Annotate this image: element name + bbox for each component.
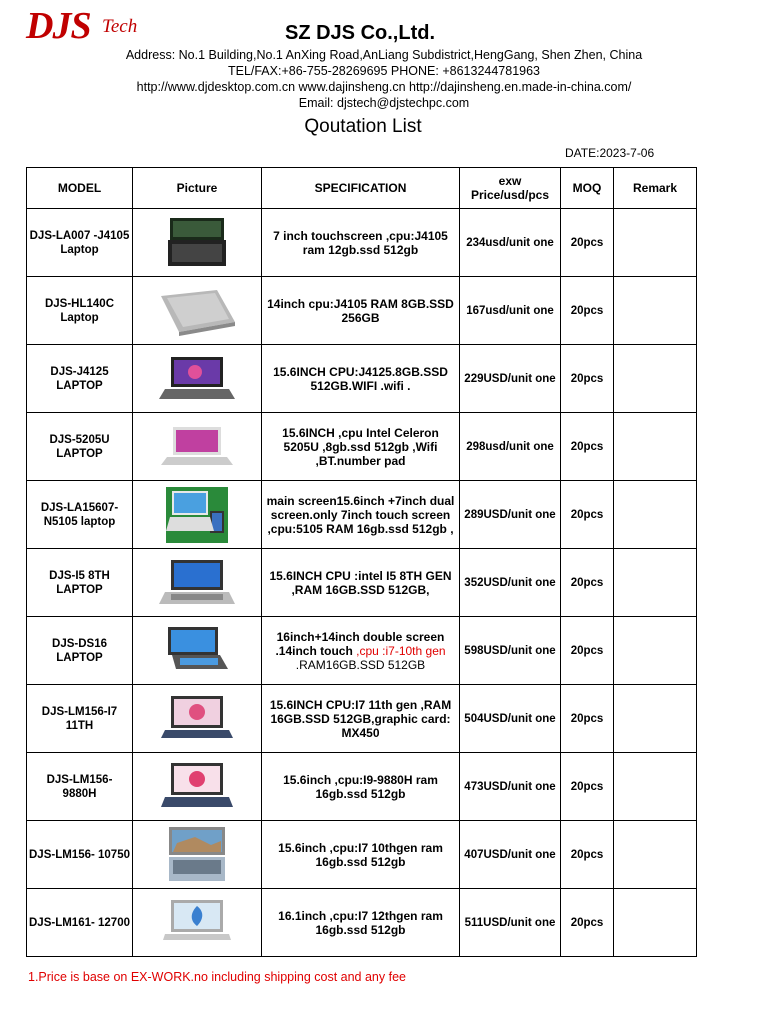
table-row [27, 549, 697, 617]
quotation-table [26, 167, 697, 957]
spec-cell: 7 inch touchscreen ,cpu:J4105 ram 12gb.ssd 512gb [262, 209, 460, 277]
telfax-line: TEL/FAX:+86-755-28269695 PHONE: +8613244781963 [227, 64, 541, 78]
spec-cell: 15.6INCH ,cpu Intel Celeron 5205U ,8gb.ssd 512gb ,Wifi ,BT.number pad [262, 413, 460, 481]
price-cell: 407USD/unit one [460, 821, 561, 889]
remark-cell [614, 617, 697, 685]
remark-cell [614, 277, 697, 345]
moq-cell: 20pcs [561, 685, 614, 753]
price-cell: 473USD/unit one [460, 753, 561, 821]
model-cell: DJS-J4125 LAPTOP [27, 345, 133, 413]
table-row [27, 209, 697, 277]
header-moq: MOQ [561, 168, 614, 209]
quotation-date: DATE:2023-7-06 [565, 146, 655, 160]
laptop-image [162, 625, 232, 677]
table-row [27, 345, 697, 413]
header-picture: Picture [133, 168, 262, 209]
laptop-image [159, 423, 235, 471]
picture-cell [133, 617, 262, 685]
remark-cell [614, 549, 697, 617]
laptop-image [161, 761, 233, 813]
remark-cell [614, 345, 697, 413]
remark-cell [614, 889, 697, 957]
price-cell: 598USD/unit one [460, 617, 561, 685]
price-cell: 511USD/unit one [460, 889, 561, 957]
moq-cell: 20pcs [561, 345, 614, 413]
address-line: Address: No.1 Building,No.1 AnXing Road,AnLiang Subdistrict,HengGang, Shen Zhen, China [125, 48, 643, 62]
price-cell: 167usd/unit one [460, 277, 561, 345]
price-cell: 298usd/unit one [460, 413, 561, 481]
remark-cell [614, 753, 697, 821]
document-title-wrap [0, 116, 768, 138]
company-name: SZ DJS Co.,Ltd. [285, 22, 435, 44]
table-row [27, 277, 697, 345]
spec-cell: 16.1inch ,cpu:I7 12thgen ram 16gb.ssd 512gb [262, 889, 460, 957]
laptop-image [163, 898, 231, 948]
model-cell: DJS-5205U LAPTOP [27, 413, 133, 481]
websites-line: http://www.djdesktop.com.cn www.dajinsheng.cn http://dajinsheng.en.made-in-china.com/ [136, 80, 632, 94]
spec-text-cpu-highlight: ,cpu :i7-10th gen [356, 643, 446, 658]
header-remark: Remark [614, 168, 697, 209]
moq-cell: 20pcs [561, 209, 614, 277]
spec-cell: 14inch cpu:J4105 RAM 8GB.SSD 256GB [262, 277, 460, 345]
table-row [27, 753, 697, 821]
picture-cell [133, 345, 262, 413]
laptop-image [157, 355, 237, 403]
model-cell: DJS-LM156- 9880H [27, 753, 133, 821]
model-cell: DJS-LM156- 10750 [27, 821, 133, 889]
header-price [460, 168, 561, 209]
remark-cell [614, 685, 697, 753]
price-cell: 234usd/unit one [460, 209, 561, 277]
model-cell: DJS-HL140C Laptop [27, 277, 133, 345]
remark-cell [614, 413, 697, 481]
spec-cell: 15.6inch ,cpu:I9-9880H ram 16gb.ssd 512gb [262, 753, 460, 821]
moq-cell: 20pcs [561, 277, 614, 345]
model-cell: DJS-LA007 -J4105 Laptop [27, 209, 133, 277]
price-cell: 352USD/unit one [460, 549, 561, 617]
laptop-image [166, 487, 228, 543]
picture-cell [133, 481, 262, 549]
picture-cell [133, 821, 262, 889]
table-row [27, 413, 697, 481]
document-title: Qoutation List [304, 116, 422, 137]
table-row [27, 685, 697, 753]
model-cell: DJS-LM161- 12700 [27, 889, 133, 957]
moq-cell: 20pcs [561, 821, 614, 889]
moq-cell: 20pcs [561, 753, 614, 821]
spec-text-part1: 16inch+14inch double screen .14inch touch [275, 629, 445, 658]
price-cell: 504USD/unit one [460, 685, 561, 753]
moq-cell: 20pcs [561, 481, 614, 549]
price-cell: 289USD/unit one [460, 481, 561, 549]
spec-cell: 15.6INCH CPU:J4125.8GB.SSD 512GB.WIFI .wifi . [262, 345, 460, 413]
model-cell: DJS-LA15607- N5105 laptop [27, 481, 133, 549]
table-row [27, 617, 697, 685]
picture-cell [133, 685, 262, 753]
spec-cell [262, 617, 460, 685]
table-row [27, 481, 697, 549]
table-row [27, 889, 697, 957]
model-cell: DJS-I5 8TH LAPTOP [27, 549, 133, 617]
table-header-row [27, 168, 697, 209]
model-cell: DJS-DS16 LAPTOP [27, 617, 133, 685]
company-name-wrap [0, 22, 768, 45]
picture-cell [133, 277, 262, 345]
laptop-image [159, 558, 235, 608]
laptop-image [164, 216, 230, 270]
spec-cell: 15.6inch ,cpu:I7 10thgen ram 16gb.ssd 512gb [262, 821, 460, 889]
header-price-line1: exw [498, 174, 522, 188]
picture-cell [133, 889, 262, 957]
spec-cell: main screen15.6inch +7inch dual screen.only 7inch touch screen ,cpu:5105 RAM 16gb.ssd 512gb , [262, 481, 460, 549]
moq-cell: 20pcs [561, 549, 614, 617]
spec-text-part3: .RAM16GB.SSD 512GB [295, 657, 426, 672]
remark-cell [614, 209, 697, 277]
spec-cell: 15.6INCH CPU :intel I5 8TH GEN ,RAM 16GB.SSD 512GB, [262, 549, 460, 617]
price-footnote: 1.Price is base on EX-WORK.no including shipping cost and any fee [28, 970, 406, 984]
moq-cell: 20pcs [561, 413, 614, 481]
laptop-image [165, 825, 229, 885]
header-price-line2: Price/usd/pcs [470, 188, 550, 202]
price-cell: 229USD/unit one [460, 345, 561, 413]
header-specification: SPECIFICATION [262, 168, 460, 209]
header-model: MODEL [27, 168, 133, 209]
moq-cell: 20pcs [561, 617, 614, 685]
spec-cell: 15.6INCH CPU:I7 11th gen ,RAM 16GB.SSD 512GB,graphic card: MX450 [262, 685, 460, 753]
picture-cell [133, 413, 262, 481]
remark-cell [614, 481, 697, 549]
laptop-image [161, 694, 233, 744]
moq-cell: 20pcs [561, 889, 614, 957]
table-row [27, 821, 697, 889]
remark-cell [614, 821, 697, 889]
picture-cell [133, 753, 262, 821]
picture-cell [133, 549, 262, 617]
laptop-image [157, 286, 237, 336]
model-cell: DJS-LM156-I7 11TH [27, 685, 133, 753]
picture-cell [133, 209, 262, 277]
logo-main-text: DJS [26, 5, 91, 47]
email-line: Email: djstech@djstechpc.com [298, 96, 470, 110]
logo-sub-text: Tech [102, 16, 138, 37]
